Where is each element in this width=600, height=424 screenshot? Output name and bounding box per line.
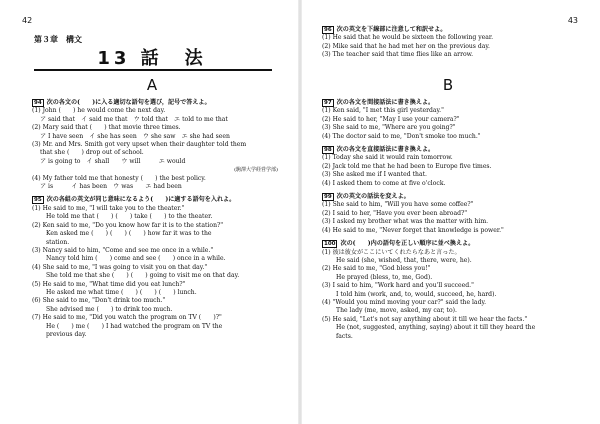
question-heading: [32, 196, 278, 204]
line-text: (7) He said to me, "Did you watch the program on TV ( )?": [32, 314, 222, 322]
line-text: The lady (me, move, asked, my car, to).: [336, 307, 457, 315]
page-number-left: 42: [22, 16, 33, 25]
exercise-line: [322, 316, 572, 324]
exercise-line: [32, 323, 278, 331]
line-text: (3) I asked my brother what was the matter with him.: [322, 218, 489, 226]
line-text: (4) "Would you mind moving your car?" said the lady.: [322, 298, 487, 306]
line-text: She told me that she ( ) ( ) going to visit me on that day.: [46, 272, 240, 280]
exercise-line: [32, 141, 278, 149]
exercise-line: [32, 191, 278, 194]
exercise-line: [32, 124, 278, 132]
question-number: 95: [34, 197, 42, 204]
line-text: (1) Ken said, "I met this girl yesterday.": [322, 107, 444, 115]
exercise-line: [322, 324, 572, 332]
line-text: (3) Nancy said to him, "Come and see me once in a while.": [32, 246, 214, 254]
exercise-line: [32, 149, 278, 157]
left-exercises: [32, 97, 278, 339]
exercise-line: [32, 306, 278, 314]
line-text: She advised me ( ) to drink too much.: [46, 305, 173, 313]
line-text: (2) I said to her, "Have you ever been abroad?": [322, 209, 468, 217]
line-text: (3) She said to me, "Where are you going?": [322, 124, 456, 132]
line-text: (2) Jack told me that he had been to Europe five times.: [322, 162, 492, 170]
line-text: 次の各文を直接話法に書き換えよ。: [336, 146, 435, 154]
line-text: (4) I asked them to come at five o'clock.: [322, 179, 446, 187]
question-heading: [322, 240, 572, 248]
line-text: ア said that イ said me that ウ told that エ told to me that: [40, 115, 228, 123]
exercise-line: [32, 331, 278, 339]
exercise-line: [322, 235, 572, 238]
line-text: station.: [46, 238, 70, 246]
line-text: 次の英文を下線部に注意して和訳せよ。: [336, 26, 447, 33]
exercise-line: [322, 180, 572, 188]
line-text: (1) Today she said it would rain tomorrow.: [322, 154, 453, 162]
exercise-line: [32, 289, 278, 297]
line-text: He said (she, wished, that, there, were, he).: [336, 256, 472, 264]
line-text: (4) My father told me that honesty ( ) the best policy.: [32, 174, 206, 182]
exercise-line: [32, 239, 278, 247]
line-text: 次の( )内の語句を正しい順序に並べ換えよ。: [340, 240, 475, 248]
exercise-line: [322, 188, 572, 191]
exercise-line: [32, 107, 278, 115]
exercise-line: [32, 281, 278, 289]
exercise-line: [32, 213, 278, 221]
title-rule: [34, 69, 272, 71]
exercise-line: [322, 201, 572, 209]
line-text: (1) He said that he would be sixteen the following year.: [322, 34, 494, 42]
line-text: (3) Mr. and Mrs. Smith got very upset when their daughter told them: [32, 141, 247, 149]
exercise-line: [322, 141, 572, 144]
line-text: ア is イ has been ウ was エ had been: [40, 183, 182, 191]
question-number: 97: [324, 100, 332, 106]
exercise-line: [32, 116, 278, 124]
exercise-line: [322, 291, 572, 299]
line-text: facts.: [336, 332, 353, 340]
line-text: Nancy told him ( ) come and see ( ) once in a while.: [46, 255, 226, 263]
exercise-line: [322, 51, 572, 59]
exercise-line: [322, 282, 572, 290]
line-text: 次の各文を間接話法に書き換えよ。: [336, 99, 435, 106]
exercise-line: [32, 205, 278, 213]
exercise-line: [322, 163, 572, 171]
exercise-line: [32, 272, 278, 280]
question-heading: [322, 99, 572, 107]
line-text: 次の各文の( )に入る適切な語句を選び，記号で答えよ。: [46, 99, 211, 106]
line-text: (4) The doctor said to me, "Don't smoke too much.": [322, 132, 481, 140]
exercise-line: [32, 166, 278, 174]
exercise-line: [322, 107, 572, 115]
line-text: (4) She said to me, "I was going to visit you on that day.": [32, 263, 208, 271]
right-top-exercises: [322, 24, 572, 60]
exercise-line: [32, 222, 278, 230]
line-text: (2) Ken said to me, "Do you know how far it is to the station?": [32, 221, 224, 229]
exercise-line: [32, 255, 278, 263]
exercise-line: [322, 218, 572, 226]
exercise-line: [32, 183, 278, 191]
line-text: 次の各組の英文が同じ意味になるよう( )に適する語句を入れよ。: [46, 196, 236, 204]
line-text: (1) He said to me, "I will take you to the theater.": [32, 204, 185, 212]
line-text: (2) Mike said that he had met her on the previous day.: [322, 42, 490, 50]
question-number: 100: [324, 241, 336, 248]
exercise-line: [322, 307, 572, 315]
line-text: He told me that ( ) ( ) take ( ) to the theater.: [46, 213, 213, 221]
question-heading: [322, 193, 572, 201]
line-text: (6) She said to me, "Don't drink too much.": [32, 297, 166, 305]
line-text: 次の英文の話法を変えよ。: [336, 193, 410, 201]
line-text: previous day.: [46, 330, 87, 338]
exercise-line: [32, 175, 278, 183]
line-text: He (not, suggested, anything, saying) about it till they heard the: [336, 324, 536, 332]
line-text: He prayed (bless, to, me, God).: [336, 273, 433, 281]
exercise-line: [322, 257, 572, 265]
page-number-right: 43: [567, 16, 578, 25]
exercise-line: [32, 314, 278, 322]
exercise-line: [32, 247, 278, 255]
exercise-line: [322, 210, 572, 218]
exercise-line: [322, 274, 572, 282]
chapter-label: 第３章 構文: [34, 35, 82, 44]
exercise-line: [32, 158, 278, 166]
exercise-line: [322, 34, 572, 42]
exercise-line: [32, 133, 278, 141]
line-text: (3) She asked me if I wanted that.: [322, 171, 427, 179]
line-text: (2) He said to her, "May I use your camera?": [322, 115, 460, 123]
line-text: (2) Mary said that ( ) that movie three times.: [32, 124, 181, 132]
exercise-line: [322, 116, 572, 124]
line-text: (4) He said to me, "Never forget that knowledge is power.": [322, 226, 504, 234]
question-number: 94: [34, 100, 42, 106]
question-heading: [322, 146, 572, 154]
page-title: 13 話 法: [97, 48, 207, 69]
right-exercises: [322, 97, 572, 341]
right-page: [300, 0, 600, 424]
exercise-line: [322, 43, 572, 51]
line-text: (2) He said to me, "God bless you!": [322, 265, 431, 273]
line-text: ア is going to イ shall ウ will エ would: [40, 157, 186, 165]
exercise-line: [322, 265, 572, 273]
question-heading: [322, 26, 572, 34]
line-text: (1) 彼は彼女がここにいてくれたらなあと言った。: [322, 248, 461, 256]
exercise-line: [322, 249, 572, 257]
line-text: (3) I said to him, "Work hard and you'll succeed.": [322, 282, 474, 290]
section-heading-a: A: [146, 76, 158, 94]
line-text: I told him (work, and, to, would, succeed, he, hard).: [336, 290, 497, 298]
line-text: He ( ) me ( ) I had watched the program on TV the: [46, 322, 223, 330]
exercise-line: [322, 227, 572, 235]
line-text: (5) He said, "Let's not say anything about it till we hear the facts.": [322, 315, 528, 323]
line-text: that she ( ) drop out of school.: [40, 149, 144, 157]
section-heading-b: B: [442, 76, 454, 94]
line-text: ア I have seen イ she has seen ウ she saw エ she had seen: [40, 132, 230, 140]
question-number: 98: [324, 147, 332, 154]
exercise-line: [322, 299, 572, 307]
exercise-line: [32, 264, 278, 272]
question-number: 96: [324, 27, 332, 33]
exercise-line: [322, 154, 572, 162]
exercise-line: [322, 124, 572, 132]
exercise-line: [322, 333, 572, 341]
line-text: Ken asked me ( ) ( ) ( ) how far it was to the: [46, 230, 212, 238]
question-heading: [32, 99, 278, 107]
line-text: (3) The teacher said that time flies like an arrow.: [322, 51, 474, 59]
line-text: He asked me what time ( ) ( ) ( ) lunch.: [46, 288, 197, 296]
exercise-line: [322, 133, 572, 141]
exercise-line: [322, 171, 572, 179]
line-text: (1) John ( ) he would come the next day.: [32, 107, 166, 115]
question-number: 99: [324, 194, 332, 201]
exercise-line: [32, 230, 278, 238]
line-text: (駒澤大学経営学部): [234, 167, 278, 174]
exercise-line: [32, 297, 278, 305]
line-text: (1) She said to him, "Will you have some coffee?": [322, 201, 474, 209]
line-text: (5) He said to me, "What time did you eat lunch?": [32, 280, 186, 288]
